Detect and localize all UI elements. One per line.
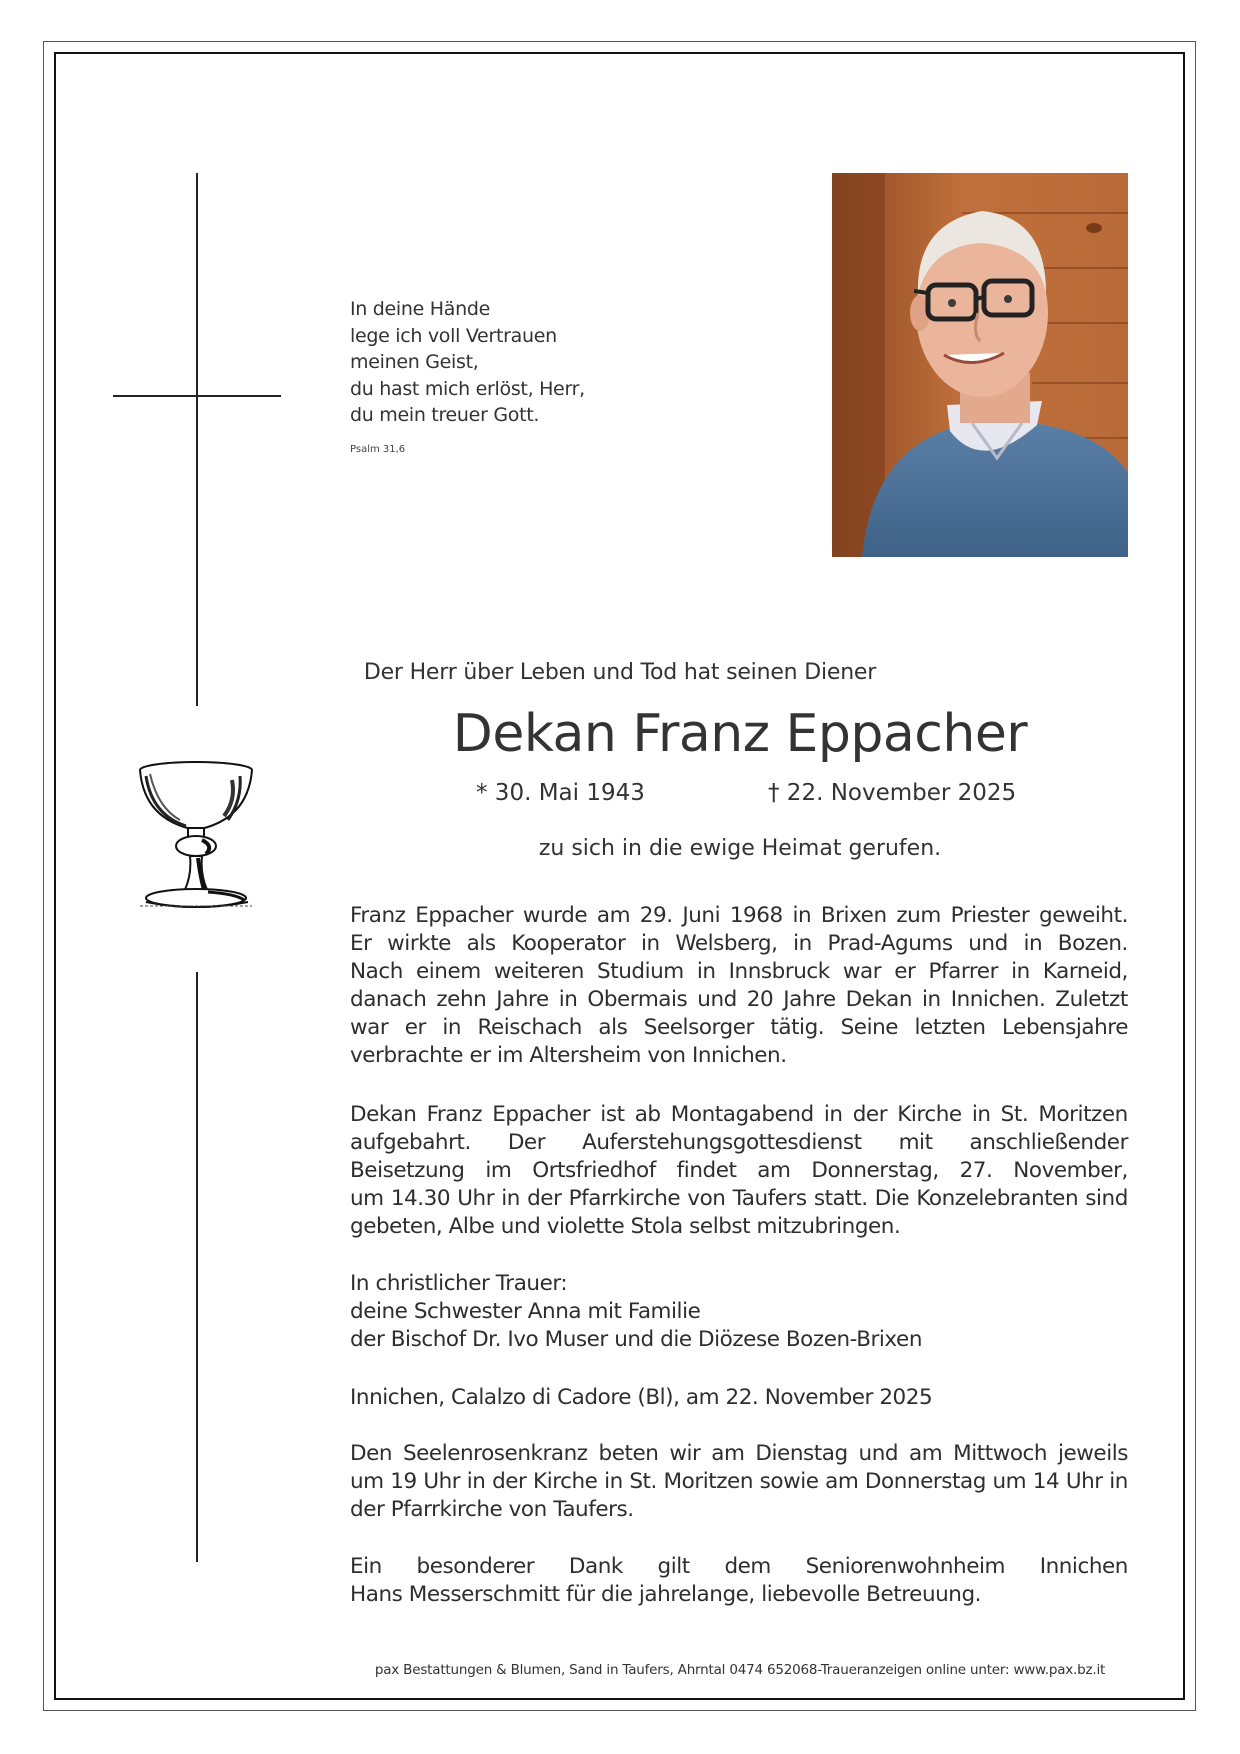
text-line: verbrachte er im Altersheim von Innichen. — [350, 1043, 787, 1068]
called-home-text: zu sich in die ewige Heimat gerufen. — [538, 836, 942, 861]
funeral-info-paragraph — [350, 1101, 1128, 1241]
text-line: der Pfarrkirche von Taufers. — [350, 1497, 634, 1522]
mourners-paragraph — [350, 1270, 1128, 1354]
vertical-line-bottom — [196, 972, 198, 1562]
text-line: Den Seelenrosenkranz beten wir am Dienstag und am Mittwoch jeweils — [350, 1441, 1128, 1466]
biography-paragraph — [350, 902, 1128, 1070]
text-line: um 14.30 Uhr in der Pfarrkirche von Taufers statt. Die Konzelebranten sind — [350, 1186, 1128, 1211]
thanks-paragraph — [350, 1553, 1128, 1609]
text-line: In christlicher Trauer: — [350, 1271, 568, 1296]
verse-line: du mein treuer Gott. — [350, 404, 540, 426]
death-date: † 22. November 2025 — [768, 780, 1017, 806]
birth-date: * 30. Mai 1943 — [476, 780, 645, 806]
text-line: gebeten, Albe und violette Stola selbst mitzubringen. — [350, 1214, 901, 1239]
text-line: um 19 Uhr in der Kirche in St. Moritzen sowie am Donnerstag um 14 Uhr in — [350, 1469, 1128, 1494]
text-line: war er in Reischach als Seelsorger tätig. Seine letzten Lebensjahre — [350, 1015, 1128, 1040]
portrait-photo — [832, 173, 1128, 557]
bible-verse — [350, 296, 585, 429]
text-line: der Bischof Dr. Ivo Muser und die Diözese Bozen-Brixen — [350, 1327, 922, 1352]
cross-horizontal-line — [113, 395, 281, 397]
text-line: danach zehn Jahre in Obermais und 20 Jahre Dekan in Innichen. Zuletzt — [350, 987, 1128, 1012]
text-line: Hans Messerschmitt für die jahrelange, liebevolle Betreuung. — [350, 1582, 982, 1607]
text-line: Innichen, Calalzo di Cadore (Bl), am 22. November 2025 — [350, 1385, 933, 1410]
verse-line: meinen Geist, — [350, 351, 479, 373]
rosary-paragraph — [350, 1440, 1128, 1524]
text-line: Nach einem weiteren Studium in Innsbruck war er Pfarrer in Karneid, — [350, 959, 1128, 984]
intro-text: Der Herr über Leben und Tod hat seinen Diener — [363, 660, 877, 685]
verse-source: Psalm 31,6 — [350, 444, 406, 455]
verse-line: In deine Hände — [350, 298, 491, 320]
text-line: Franz Eppacher wurde am 29. Juni 1968 in Brixen zum Priester geweiht. — [350, 903, 1128, 928]
text-line: aufgebahrt. Der Auferstehungsgottesdienst mit anschließender — [350, 1130, 1128, 1155]
text-line: Er wirkte als Kooperator in Welsberg, in Prad-Agums und in Bozen. — [350, 931, 1128, 956]
funeral-home-footer: pax Bestattungen & Blumen, Sand in Taufers, Ahrntal 0474 652068-Traueranzeigen online unter: www.pax.bz.it — [374, 1662, 1106, 1678]
text-line: Beisetzung im Ortsfriedhof findet am Donnerstag, 27. November, — [350, 1158, 1128, 1183]
verse-line: du hast mich erlöst, Herr, — [350, 377, 585, 400]
text-line: Ein besonderer Dank gilt dem Seniorenwohnheim Innichen — [350, 1554, 1128, 1579]
text-line: deine Schwester Anna mit Familie — [350, 1299, 701, 1324]
deceased-name: Dekan Franz Eppacher — [452, 704, 1028, 764]
text-line: Dekan Franz Eppacher ist ab Montagabend in der Kirche in St. Moritzen — [350, 1102, 1128, 1127]
place-date-paragraph — [350, 1384, 1128, 1412]
cross-vertical-line — [196, 173, 198, 706]
verse-line: lege ich voll Vertrauen — [350, 324, 557, 347]
